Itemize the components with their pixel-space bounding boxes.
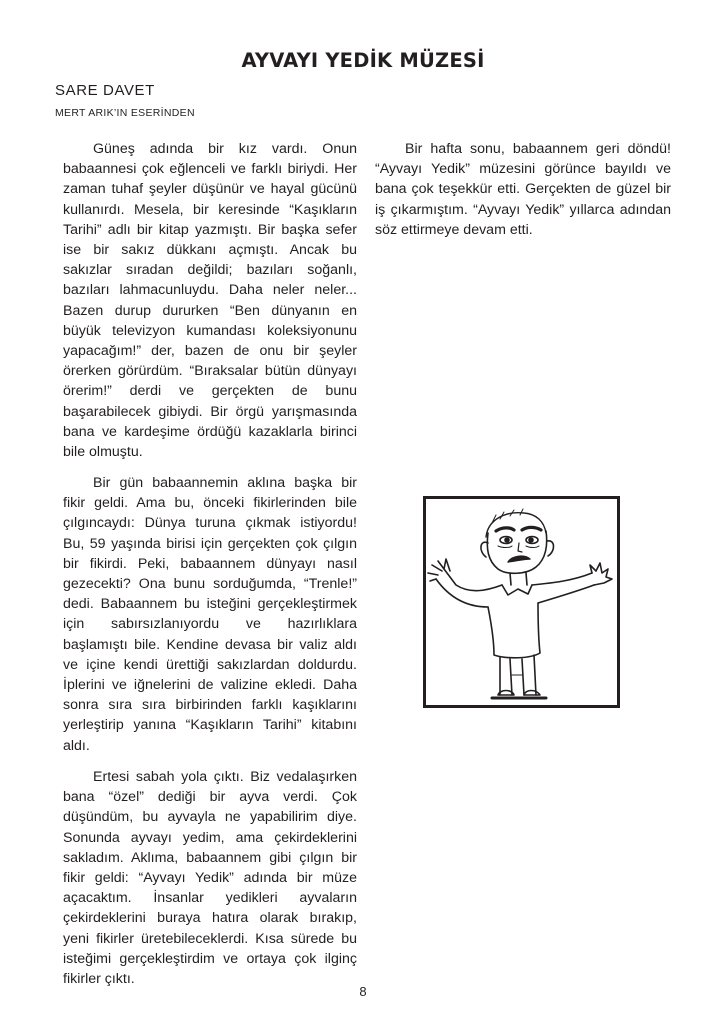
paragraph-4: Bir hafta sonu, babaannem geri döndü! “Ayvayı Yedik” müzesini görünce bayıldı ve bana çok teşekkür etti. Gerçekten de güzel bir iş çıkarmıştım. “Ayvayı Yedik” yıllarca adından söz ettirmeye devam etti. [375,141,671,238]
paragraph-2: Bir gün babaannemin aklına başka bir fikir geldi. Ama bu, önceki fikirlerinden bile çılgıncaydı: Dünya turuna çıkmak istiyordu! Bu, 59 yaşında birisi için gerçekten çok çılgın bir fikirdi. Peki, babaannem dünyayı nasıl gezecekti? Ona bunu sorduğumda, “Trenle!” dedi. Babaannem bu isteğini gerçekleştirmek için sabırsızlanıyordu ve hazırlıklara başlamıştı bile. Kendine devasa bir valiz aldı ve içine kendi ürettiği sakızlardan doldurdu. İplerini ve iğnelerini de valizine ekledi. Daha sonra sıra sıra birbirinden farklı kaşıklarını yerleştirip yanına “Kaşıkların Tarihi” kitabını aldı. [63,475,357,754]
page-title: AYVAYI YEDİK MÜZESİ [241,49,485,72]
right-column [375,139,671,240]
illustration-frame [423,496,620,708]
author-name: SARE DAVET [55,82,155,99]
paragraph-3: Ertesi sabah yola çıktı. Biz vedalaşırken bana “özel” dediği bir ayva verdi. Çok düşündüm, bu ayvayla ne yapabilirim diye. Sonunda ayvayı yedim, ama çekirdeklerini sakladım. Aklıma, babaannem gibi çılgın bir fikir geldi: “Ayvayı Yedik” adında bir müze açacaktım. İnsanlar yedikleri ayvaların çekirdeklerini buraya hatıra olarak bırakıp, yeni fikirler üretebileceklerdi. Kısa sürede bu isteğimi gerçekleştirdim ve ortaya çok ilginç fikirler çıktı. [63,769,357,988]
man-with-outstretched-arms-illustration [426,499,617,705]
paragraph-1: Güneş adında bir kız vardı. Onun babaannesi çok eğlenceli ve farklı biriydi. Her zaman tuhaf şeyler düşünür ve hayal gücünü kullanırdı. Mesela, bir keresinde “Kaşıkların Tarihi” adlı bir kitap yazmıştı. Bir başka sefer ise bir sakız dükkanı açmıştı. Ancak bu sakızlar sıradan değildi; bazıları soğanlı, bazıları lahmacunluydu. Daha neler neler... Bazen durup dururken “Ben dünyanın en büyük televizyon kumandası koleksiyonunu yapacağım!” der, bazen de onu bir şeyler örerken görürdüm. “Bıraksalar bütün dünyayı örerim!” derdi ve gerçekten de bunu başarabilecek gibiydi. Bir örgü yarışmasında bana ve kardeşime ördüğü kazaklarla birinci bile olmuştu. [63,141,357,461]
page-number: 8 [359,984,367,999]
source-credit: MERT ARIK’IN ESERİNDEN [55,107,195,119]
